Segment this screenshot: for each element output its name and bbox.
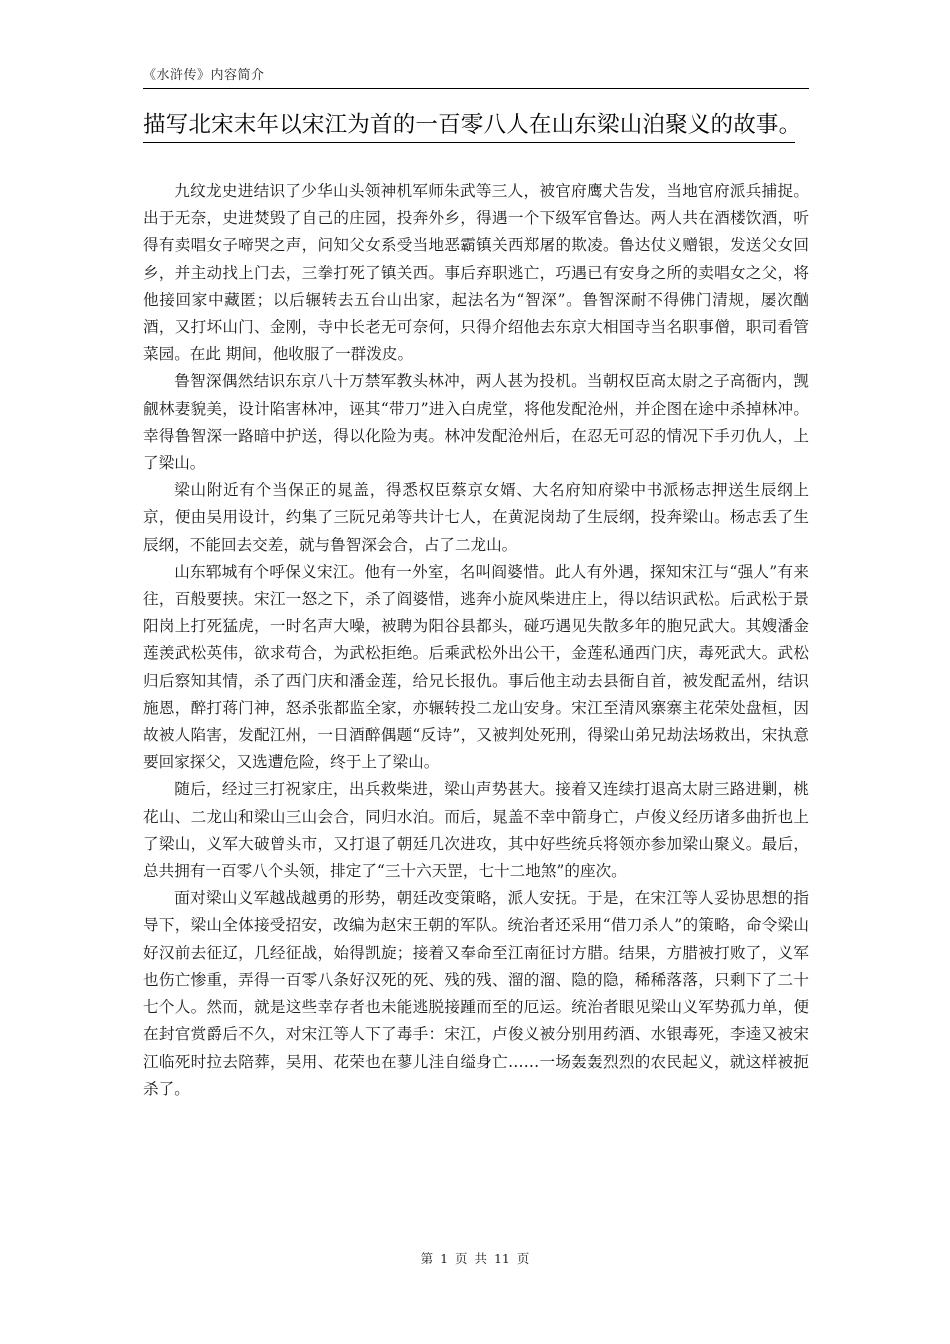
title-underline — [143, 142, 795, 143]
paragraph: 鲁智深偶然结识东京八十万禁军教头林冲，两人甚为投机。当朝权臣高太尉之子高衙内，觊觎林妻貌美，设计陷害林冲，诬其“带刀”进入白虎堂，将他发配沧州，并企图在途中杀掉林冲。幸得鲁智深一路暗中护送，得以化险为夷。林冲发配沧州后，在忍无可忍的情况下手刃仇人，上了梁山。 — [143, 372, 809, 473]
paragraph: 随后，经过三打祝家庄，出兵救柴进，梁山声势甚大。接着又连续打退高太尉三路进剿，桃花山、二龙山和梁山三山会合，同归水泊。而后，晁盖不幸中箭身亡，卢俊义经历诸多曲折也上了梁山，义军大破曾头市，又打退了朝廷几次进攻，其中好些统兵将领亦参加梁山聚义。最后，总共拥有一百零八个头领，排定了“三十六天罡，七十二地煞”的座次。 — [143, 780, 809, 881]
paragraph: 面对梁山义军越战越勇的形势，朝廷改变策略，派人安抚。于是，在宋江等人妥协思想的指导下，梁山全体接受招安，改编为赵宋王朝的军队。统治者还采用“借刀杀人”的策略，命令梁山好汉前去征辽，几经征战，始得凯旋；接着又奉命至江南征讨方腊。结果，方腊被打败了，义军也伤亡惨重，弄得一百零八条好汉死的死、残的残、溜的溜、隐的隐，稀稀落落，只剩下了二十七个人。然而，就是这些幸存者也未能逃脱接踵而至的厄运。统治者眼见梁山义军势孤力单，便在封官赏爵后不久，对宋江等人下了毒手：宋江，卢俊义被分别用药酒、水银毒死，李逵又被宋江临死时拉去陪葬，吴用、花荣也在蓼儿洼自缢身亡……一场轰轰烈烈的农民起义，就这样被扼杀了。 — [143, 889, 809, 1098]
document-title: 描写北宋末年以宋江为首的一百零八人在山东梁山泊聚义的故事。 — [143, 112, 802, 138]
paragraph: 九纹龙史进结识了少华山头领神机军师朱武等三人，被官府鹰犬告发，当地官府派兵捕捉。出于无奈，史进焚毁了自己的庄园，投奔外乡，得遇一个下级军官鲁达。两人共在酒楼饮酒，听得有卖唱女子啼哭之声，问知父女系受当地恶霸镇关西郑屠的欺凌。鲁达仗义赠银，发送父女回乡，并主动找上门去，三拳打死了镇关西。事后弃职逃亡，巧遇已有安身之所的卖唱女之父，将他接回家中藏匿；以后辗转去五台山出家，起法名为“智深”。鲁智深耐不得佛门清规，屡次酗酒，又打坏山门、金刚，寺中长老无可奈何，只得介绍他去东京大相国寺当名职事僧，职司看管菜园。在此 期间，他收服了一群泼皮。 — [143, 182, 809, 364]
page-number-footer: 第 1 页 共 11 页 — [420, 1251, 530, 1266]
paragraph: 山东郓城有个呼保义宋江。他有一外室，名叫阎婆惜。此人有外遇，探知宋江与“强人”有来往，百般要挟。宋江一怒之下，杀了阎婆惜，逃奔小旋风柴进庄上，得以结识武松。后武松于景阳岗上打死猛虎，一时名声大噪，被聘为阳谷县都头，碰巧遇见失散多年的胞兄武大。其嫂潘金莲羡武松英伟，欲求苟合，为武松拒绝。后乘武松外出公干，金莲私通西门庆，毒死武大。武松归后察知其情，杀了西门庆和潘金莲，给兄长报仇。事后他主动去县衙自首，被发配孟州，结识施恩，醉打蒋门神，怒杀张都监全家，亦辗转投二龙山安身。宋江至清风寨寨主花荣处盘桓，因故被人陷害，发配江州，一日酒醉偶题“反诗”，又被判处死刑，得梁山弟兄劫法场救出，宋执意要回家探父，又选遭危险，终于上了梁山。 — [143, 562, 809, 772]
header-divider — [143, 88, 809, 89]
body-text — [143, 178, 809, 1103]
running-header: 《水浒传》内容简介 — [143, 68, 265, 83]
paragraph: 梁山附近有个当保正的晁盖，得悉权臣蔡京女婿、大名府知府梁中书派杨志押送生辰纲上京，便由吴用设计，约集了三阮兄弟等共计七人，在黄泥岗劫了生辰纲，投奔梁山。杨志丢了生辰纲，不能回去交差，就与鲁智深会合，占了二龙山。 — [143, 481, 809, 554]
